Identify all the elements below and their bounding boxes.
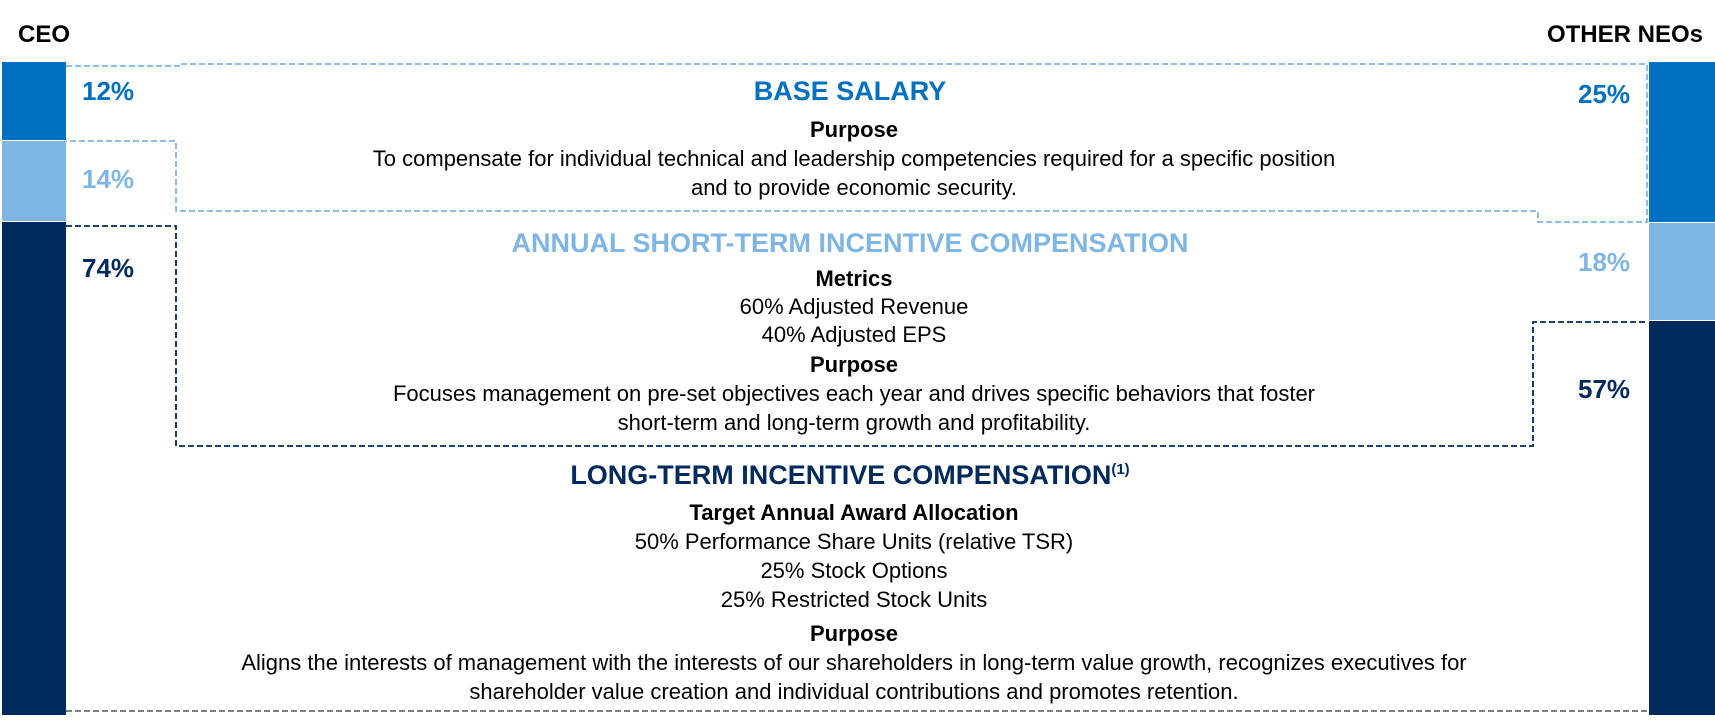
long-term-alloc-2: 25% Stock Options: [760, 558, 948, 583]
ceo-short-term-pct: 14%: [82, 164, 135, 194]
base-salary-title: BASE SALARY: [753, 76, 947, 106]
long-term-footnote: (1): [1111, 461, 1130, 478]
short-term-metrics-label: Metrics: [815, 266, 893, 291]
long-term-title: [0, 460, 1700, 491]
long-term-alloc-1: 50% Performance Share Units (relative TSR): [634, 529, 1074, 554]
base-salary-purpose-line2: and to provide economic security.: [690, 175, 1018, 200]
long-term-purpose-label: Purpose: [809, 621, 899, 646]
short-term-purpose-label: Purpose: [809, 352, 899, 377]
ceo-header: CEO: [18, 21, 71, 48]
base-salary-purpose-line1: To compensate for individual technical and leadership competencies required for a specific position: [372, 146, 1336, 171]
short-term-purpose-line1: Focuses management on pre-set objectives each year and drives specific behaviors that foster: [392, 381, 1316, 406]
long-term-purpose-line2: shareholder value creation and individual contributions and promotes retention.: [469, 679, 1239, 704]
short-term-title: ANNUAL SHORT-TERM INCENTIVE COMPENSATION: [511, 228, 1189, 258]
long-term-alloc-3: 25% Restricted Stock Units: [720, 587, 988, 612]
short-term-purpose-line2: short-term and long-term growth and profitability.: [617, 410, 1091, 435]
short-term-metric-2: 40% Adjusted EPS: [761, 322, 947, 347]
neo-short-term-pct: 18%: [1578, 247, 1631, 277]
ceo-base-salary-pct: 12%: [82, 76, 135, 106]
other-neos-header: OTHER NEOs: [1546, 21, 1703, 48]
base-salary-purpose-label: Purpose: [809, 117, 899, 142]
long-term-title-text: LONG-TERM INCENTIVE COMPENSATION: [570, 460, 1112, 490]
neo-long-term-pct: 57%: [1578, 374, 1631, 404]
long-term-purpose-line1: Aligns the interests of management with the interests of our shareholders in long-term value growth, recognizes executives for: [241, 650, 1467, 675]
ceo-long-term-pct: 74%: [82, 253, 135, 283]
neo-base-salary-pct: 25%: [1578, 79, 1631, 109]
short-term-metric-1: 60% Adjusted Revenue: [739, 294, 969, 319]
long-term-allocation-label: Target Annual Award Allocation: [689, 500, 1019, 525]
